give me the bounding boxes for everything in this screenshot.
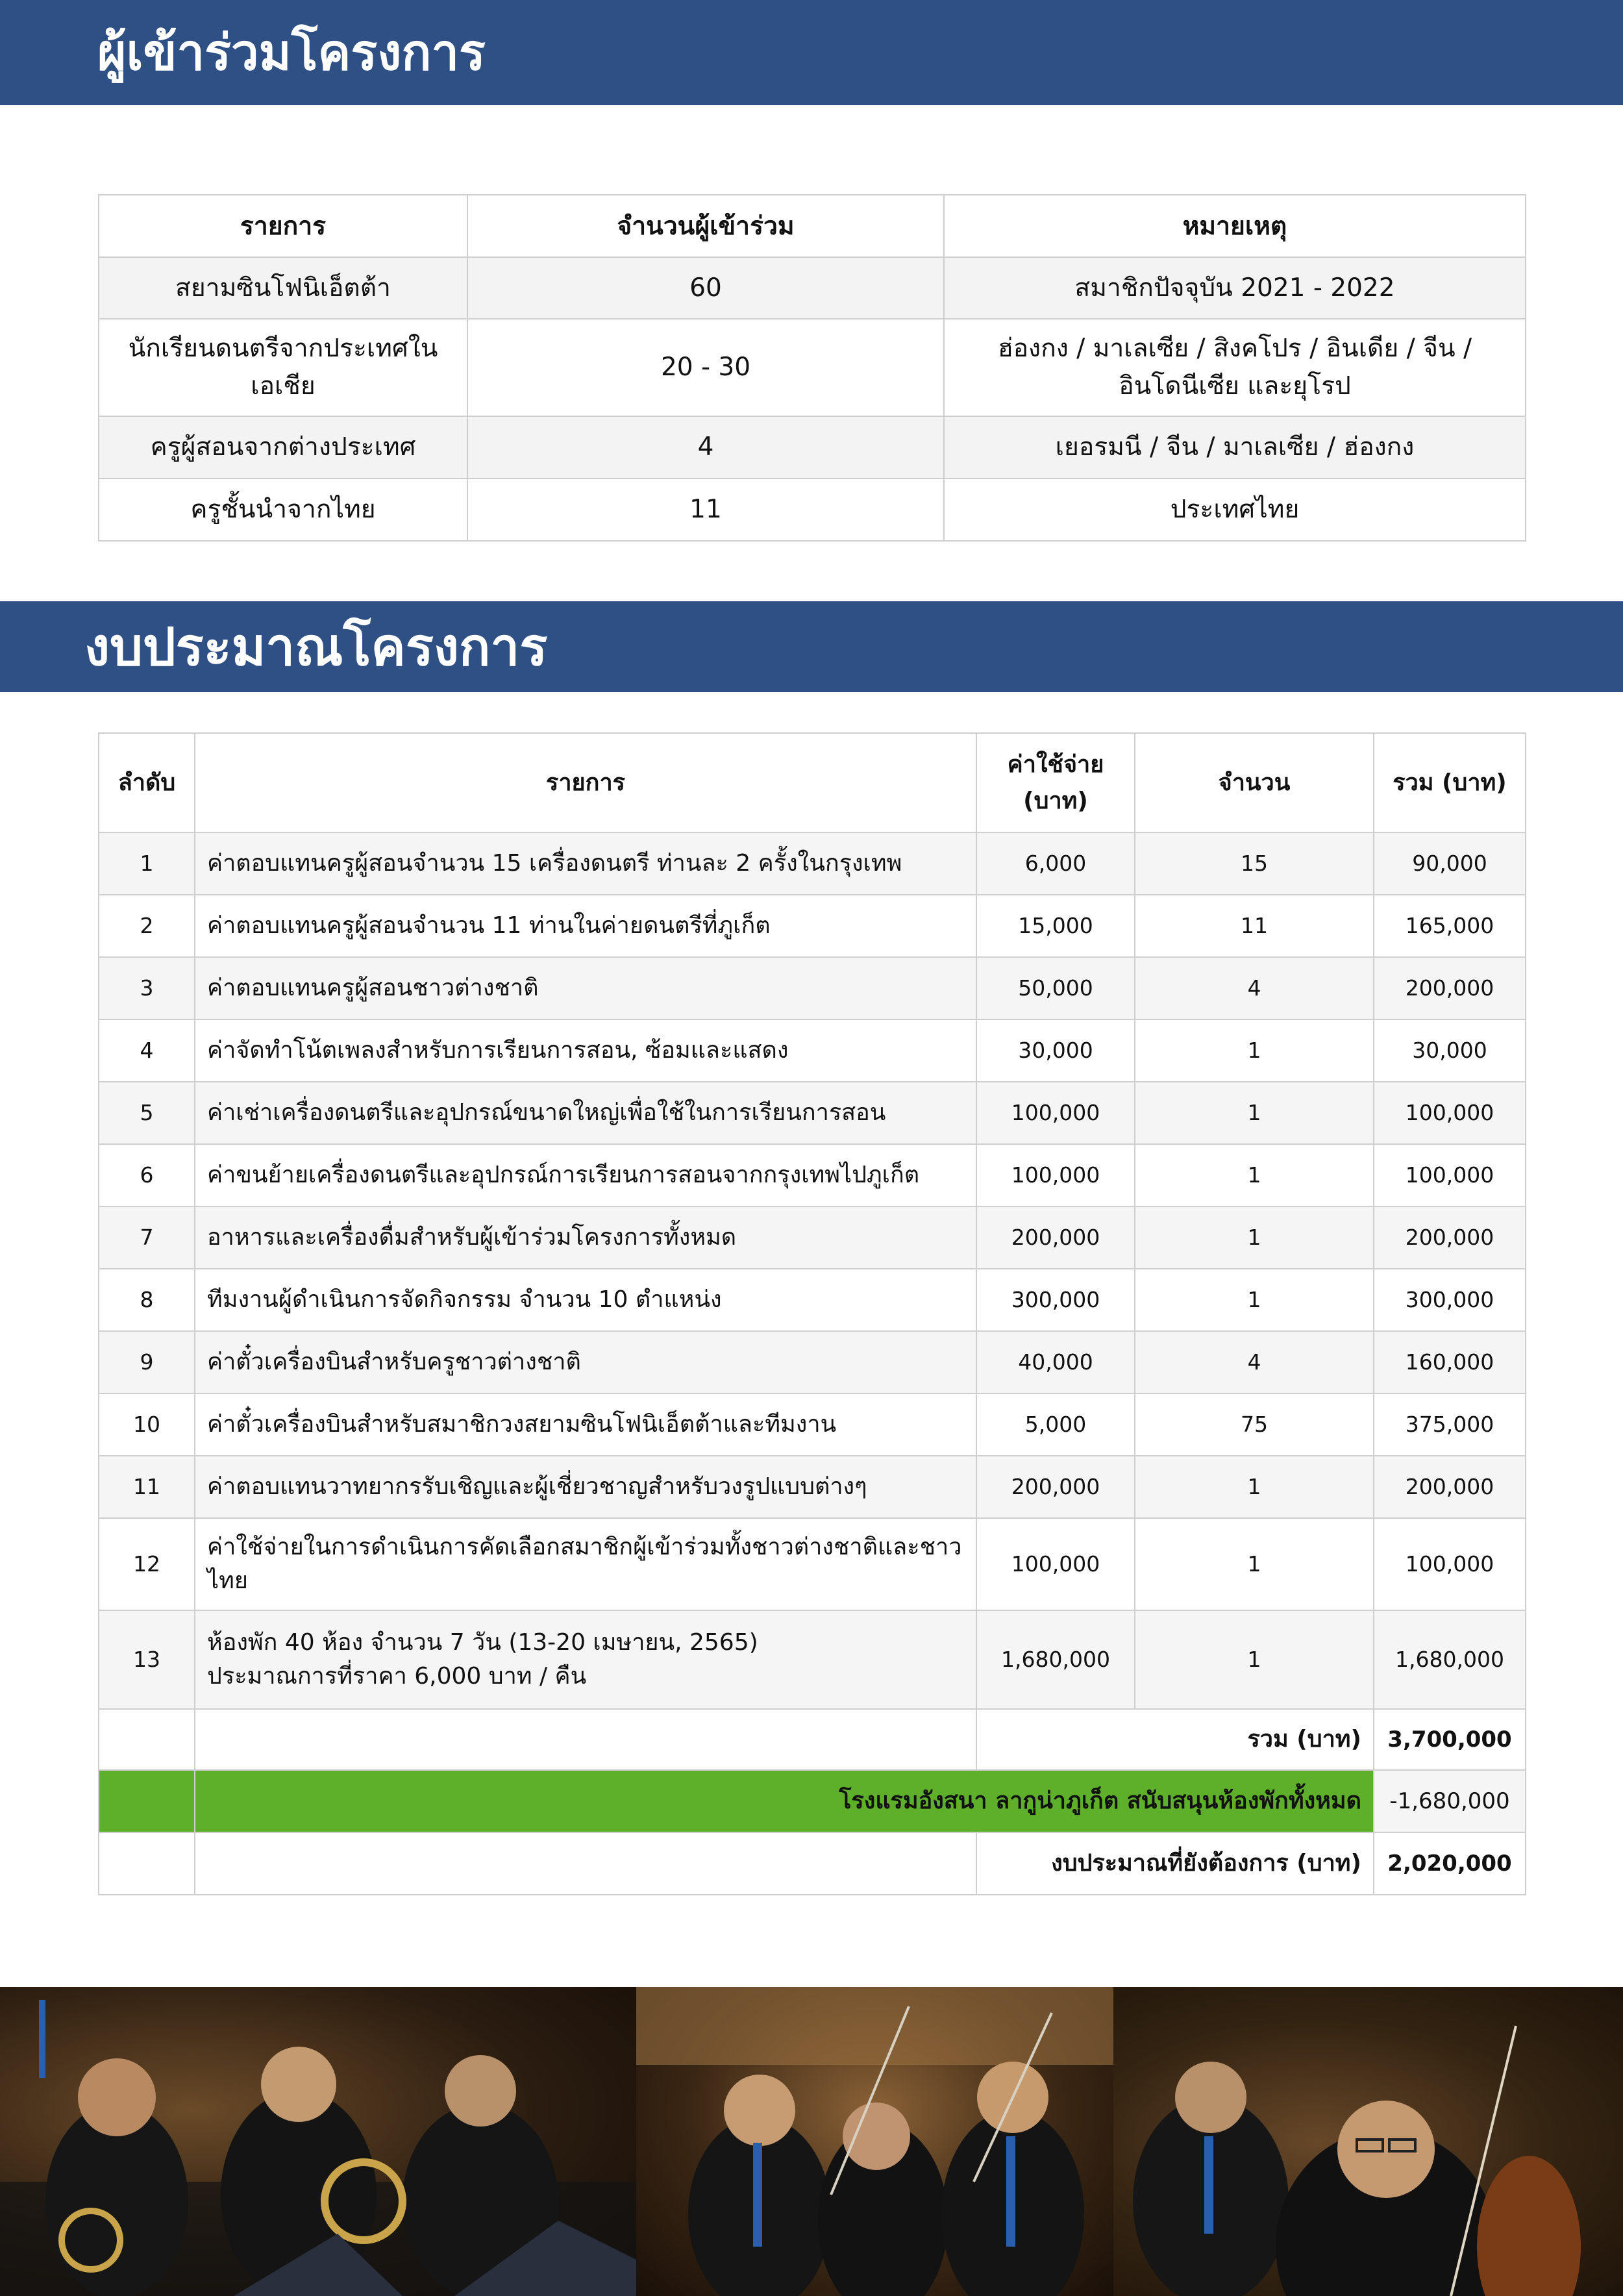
- row-total: 100,000: [1374, 1082, 1526, 1144]
- row-no: 4: [99, 1019, 195, 1082]
- table-row: [99, 1331, 1526, 1393]
- row-cost: 30,000: [976, 1019, 1135, 1082]
- row-no: 13: [99, 1610, 195, 1709]
- row-qty: 4: [1135, 1331, 1374, 1393]
- row-item-line2: ประมาณการที่ราคา 6,000 บาท / คืน: [207, 1663, 587, 1690]
- table-row: [99, 1206, 1526, 1269]
- row-total: 375,000: [1374, 1393, 1526, 1456]
- row-total: 100,000: [1374, 1144, 1526, 1206]
- orchestra-horn-section-photo: [0, 1987, 636, 2296]
- sponsor-empty-cell: [99, 1770, 195, 1832]
- row-total: 200,000: [1374, 1206, 1526, 1269]
- row-item: ค่าตอบแทนครูผู้สอนจำนวน 15 เครื่องดนตรี ท่านละ 2 ครั้งในกรุงเทพ: [195, 832, 976, 895]
- header-qty: จำนวน: [1135, 733, 1374, 832]
- header-item: รายการ: [195, 733, 976, 832]
- row-cost: 50,000: [976, 957, 1135, 1019]
- row-item-line2: ไทย: [207, 1567, 248, 1594]
- table-row: [99, 1082, 1526, 1144]
- row-item: ค่าตั๋วเครื่องบินสำหรับครูชาวต่างชาติ: [195, 1331, 976, 1393]
- header-cost-line2: (บาท): [1023, 787, 1088, 814]
- participant-item: ครูผู้สอนจากต่างประเทศ: [99, 416, 467, 479]
- row-cost: 1,680,000: [976, 1610, 1135, 1709]
- row-qty: 75: [1135, 1393, 1374, 1456]
- row-total: 1,680,000: [1374, 1610, 1526, 1709]
- budget-title: งบประมาณโครงการ: [84, 616, 548, 677]
- row-no: 2: [99, 895, 195, 957]
- header-cost: [976, 733, 1135, 832]
- row-cost: 100,000: [976, 1518, 1135, 1610]
- row-no: 3: [99, 957, 195, 1019]
- header-count: จำนวนผู้เข้าร่วม: [467, 195, 944, 257]
- table-row: [99, 1269, 1526, 1331]
- table-row: [99, 832, 1526, 895]
- sponsor-value: -1,680,000: [1374, 1770, 1526, 1832]
- row-cost: 40,000: [976, 1331, 1135, 1393]
- row-item: อาหารและเครื่องดื่มสำหรับผู้เข้าร่วมโครงการทั้งหมด: [195, 1206, 976, 1269]
- row-item: ค่าตอบแทนวาทยากรรับเชิญและผู้เชี่ยวชาญสำหรับวงรูปแบบต่างๆ: [195, 1456, 976, 1518]
- row-total: 165,000: [1374, 895, 1526, 957]
- row-item: ค่าจัดทำโน้ตเพลงสำหรับการเรียนการสอน, ซ้อมและแสดง: [195, 1019, 976, 1082]
- row-total: 200,000: [1374, 1456, 1526, 1518]
- sum-label: รวม (บาท): [976, 1709, 1374, 1770]
- header-note: หมายเหตุ: [944, 195, 1526, 257]
- participant-note: ประเทศไทย: [944, 479, 1526, 541]
- row-no: 10: [99, 1393, 195, 1456]
- participants-banner: [0, 0, 1623, 105]
- row-item: ค่าขนย้ายเครื่องดนตรีและอุปกรณ์การเรียนการสอนจากกรุงเทพไปภูเก็ต: [195, 1144, 976, 1206]
- empty-cell: [99, 1709, 195, 1770]
- participant-count: 4: [467, 416, 944, 479]
- row-total: 160,000: [1374, 1331, 1526, 1393]
- row-no: 12: [99, 1518, 195, 1610]
- table-row: [99, 1144, 1526, 1206]
- table-row: [99, 479, 1526, 541]
- row-no: 6: [99, 1144, 195, 1206]
- row-item: ค่าเช่าเครื่องดนตรีและอุปกรณ์ขนาดใหญ่เพื่อใช้ในการเรียนการสอน: [195, 1082, 976, 1144]
- table-row: [99, 319, 1526, 416]
- participants-table: [98, 194, 1526, 542]
- row-no: 8: [99, 1269, 195, 1331]
- table-header-row: [99, 733, 1526, 832]
- budget-banner: [0, 601, 1623, 692]
- empty-cell: [195, 1709, 976, 1770]
- table-row: [99, 416, 1526, 479]
- row-cost: 200,000: [976, 1206, 1135, 1269]
- header-total: รวม (บาท): [1374, 733, 1526, 832]
- table-row: [99, 957, 1526, 1019]
- header-cost-line1: ค่าใช้จ่าย: [1007, 751, 1104, 778]
- row-item: ทีมงานผู้ดำเนินการจัดกิจกรรม จำนวน 10 ตำแหน่ง: [195, 1269, 976, 1331]
- row-qty: 1: [1135, 1082, 1374, 1144]
- row-qty: 1: [1135, 1269, 1374, 1331]
- remaining-value: 2,020,000: [1374, 1832, 1526, 1895]
- row-qty: 15: [1135, 832, 1374, 895]
- row-item: ค่าตอบแทนครูผู้สอนจำนวน 11 ท่านในค่ายดนตรีที่ภูเก็ต: [195, 895, 976, 957]
- participant-note-line2: อินโดนีเซีย และยุโรป: [1119, 371, 1351, 401]
- table-row: [99, 1518, 1526, 1610]
- row-qty: 1: [1135, 1518, 1374, 1610]
- row-qty: 1: [1135, 1144, 1374, 1206]
- empty-cell: [195, 1832, 976, 1895]
- participant-count: 11: [467, 479, 944, 541]
- header-item: รายการ: [99, 195, 467, 257]
- row-no: 7: [99, 1206, 195, 1269]
- participants-title: ผู้เข้าร่วมโครงการ: [97, 23, 486, 81]
- table-row: [99, 895, 1526, 957]
- row-qty: 11: [1135, 895, 1374, 957]
- row-cost: 100,000: [976, 1082, 1135, 1144]
- sponsor-label: โรงแรมอังสนา ลากูน่าภูเก็ต สนับสนุนห้องพักทั้งหมด: [195, 1770, 1374, 1832]
- header-no: ลำดับ: [99, 733, 195, 832]
- orchestra-cello-player-photo: [1113, 1987, 1623, 2296]
- row-no: 1: [99, 832, 195, 895]
- table-row: [99, 1393, 1526, 1456]
- row-no: 11: [99, 1456, 195, 1518]
- table-row: [99, 1019, 1526, 1082]
- table-header-row: [99, 195, 1526, 257]
- participant-item: สยามซินโฟนิเอ็ตต้า: [99, 257, 467, 319]
- row-cost: 200,000: [976, 1456, 1135, 1518]
- participant-note: [944, 319, 1526, 416]
- participant-note-line1: ฮ่องกง / มาเลเซีย / สิงคโปร / อินเดีย / จีน /: [997, 334, 1472, 363]
- row-item-line1: ค่าใช้จ่ายในการดำเนินการคัดเลือกสมาชิกผู้เข้าร่วมทั้งชาวต่างชาติและชาว: [207, 1534, 962, 1560]
- table-row: [99, 1610, 1526, 1709]
- remaining-label: งบประมาณที่ยังต้องการ (บาท): [976, 1832, 1374, 1895]
- row-total: 300,000: [1374, 1269, 1526, 1331]
- row-cost: 5,000: [976, 1393, 1135, 1456]
- participant-item: ครูชั้นนำจากไทย: [99, 479, 467, 541]
- table-row: [99, 1456, 1526, 1518]
- budget-table: [98, 732, 1526, 1895]
- remaining-row: [99, 1832, 1526, 1895]
- row-qty: 1: [1135, 1456, 1374, 1518]
- row-qty: 1: [1135, 1610, 1374, 1709]
- row-item: ค่าตอบแทนครูผู้สอนชาวต่างชาติ: [195, 957, 976, 1019]
- row-cost: 15,000: [976, 895, 1135, 957]
- row-qty: 1: [1135, 1206, 1374, 1269]
- participant-note: เยอรมนี / จีน / มาเลเซีย / ฮ่องกง: [944, 416, 1526, 479]
- orchestra-violin-section-photo: [636, 1987, 1113, 2296]
- participant-item: นักเรียนดนตรีจากประเทศในเอเชีย: [99, 319, 467, 416]
- participant-note: สมาชิกปัจจุบัน 2021 - 2022: [944, 257, 1526, 319]
- row-cost: 6,000: [976, 832, 1135, 895]
- sponsor-row: [99, 1770, 1526, 1832]
- row-cost: 300,000: [976, 1269, 1135, 1331]
- row-item: [195, 1518, 976, 1610]
- empty-cell: [99, 1832, 195, 1895]
- row-total: 30,000: [1374, 1019, 1526, 1082]
- row-total: 200,000: [1374, 957, 1526, 1019]
- participant-count: 20 - 30: [467, 319, 944, 416]
- row-no: 9: [99, 1331, 195, 1393]
- row-cost: 100,000: [976, 1144, 1135, 1206]
- photo-strip: [0, 1987, 1623, 2296]
- row-total: 100,000: [1374, 1518, 1526, 1610]
- row-item-line1: ห้องพัก 40 ห้อง จำนวน 7 วัน (13-20 เมษายน, 2565): [207, 1629, 758, 1656]
- row-total: 90,000: [1374, 832, 1526, 895]
- sum-row: [99, 1709, 1526, 1770]
- row-qty: 4: [1135, 957, 1374, 1019]
- sum-value: 3,700,000: [1374, 1709, 1526, 1770]
- table-row: [99, 257, 1526, 319]
- participant-count: 60: [467, 257, 944, 319]
- row-qty: 1: [1135, 1019, 1374, 1082]
- row-no: 5: [99, 1082, 195, 1144]
- row-item: [195, 1610, 976, 1709]
- row-item: ค่าตั๋วเครื่องบินสำหรับสมาชิกวงสยามซินโฟนิเอ็ตต้าและทีมงาน: [195, 1393, 976, 1456]
